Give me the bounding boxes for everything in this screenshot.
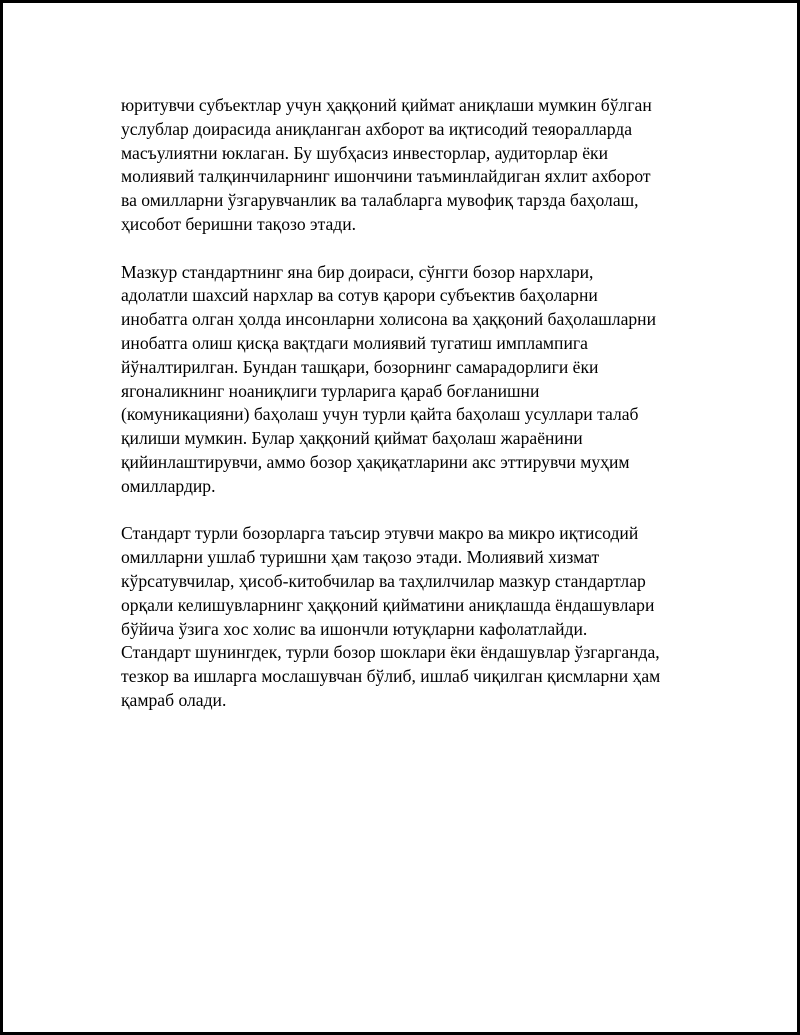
- text-line: масъулиятни юклаган. Бу шубҳасиз инвесторлар, аудиторлар ёки: [121, 142, 609, 163]
- text-line: орқали келишувларнинг ҳаққоний қийматини аниқлашда ёндашувлари: [121, 594, 655, 615]
- text-line: инобатга олган ҳолда инсонларни холисона ва ҳаққоний баҳолашларни: [121, 309, 657, 330]
- text-line: омиллардир.: [121, 475, 216, 496]
- text-line: адолатли шахсий нархлар ва сотув қарори субъектив баҳоларни: [121, 285, 598, 306]
- document-body: [121, 94, 701, 737]
- text-line: Мазкур стандартнинг яна бир доираси, сўнгги бозор нархлари,: [121, 261, 594, 282]
- text-line: молиявий талқинчиларнинг ишончини таъминлайдиган яхлит ахборот: [121, 166, 651, 187]
- text-line: Стандарт шунингдек, турли бозор шоклари ёки ёндашувлар ўзгарганда,: [121, 642, 660, 663]
- paragraph-3: [121, 522, 701, 712]
- paragraph-2: [121, 261, 701, 499]
- text-line: ҳисобот беришни тақозо этади.: [121, 213, 357, 234]
- text-line: ва омилларни ўзгарувчанлик ва талабларга мувофиқ тарзда баҳолаш,: [121, 190, 639, 211]
- text-line: қийинлаштирувчи, аммо бозор ҳақиқатларини акс эттирувчи муҳим: [121, 451, 630, 472]
- text-line: қилиши мумкин. Булар ҳаққоний қиймат баҳолаш жараёнини: [121, 428, 583, 449]
- text-line: бўйича ўзига хос холис ва ишончли ютуқларни кафолатлайди.: [121, 618, 588, 639]
- text-line: (комуникацияни) баҳолаш учун турли қайта баҳолаш усуллари талаб: [121, 404, 639, 425]
- text-line: қамраб олади.: [121, 689, 227, 710]
- text-line: йўналтирилган. Бундан ташқари, бозорнинг самарадорлиги ёки: [121, 356, 599, 377]
- text-line: кўрсатувчилар, ҳисоб-китобчилар ва таҳлилчилар мазкур стандартлар: [121, 570, 646, 591]
- text-line: услублар доирасида аниқланган ахборот ва иқтисодий теяоралларда: [121, 118, 633, 139]
- text-line: инобатга олиш қисқа вақтдаги молиявий тугатиш имплампига: [121, 332, 588, 353]
- text-line: Стандарт турли бозорларга таъсир этувчи макро ва микро иқтисодий: [121, 523, 639, 544]
- text-line: ягоналикнинг ноаниқлиги турларига қараб боғланишни: [121, 380, 540, 401]
- text-line: тезкор ва ишларга мослашувчан бўлиб, ишлаб чиқилган қисмларни ҳам: [121, 666, 661, 687]
- text-line: омилларни ушлаб туришни ҳам тақозо этади. Молиявий хизмат: [121, 547, 600, 568]
- text-line: юритувчи субъектлар учун ҳаққоний қиймат аниқлаши мумкин бўлган: [121, 95, 652, 115]
- paragraph-1: [121, 94, 701, 237]
